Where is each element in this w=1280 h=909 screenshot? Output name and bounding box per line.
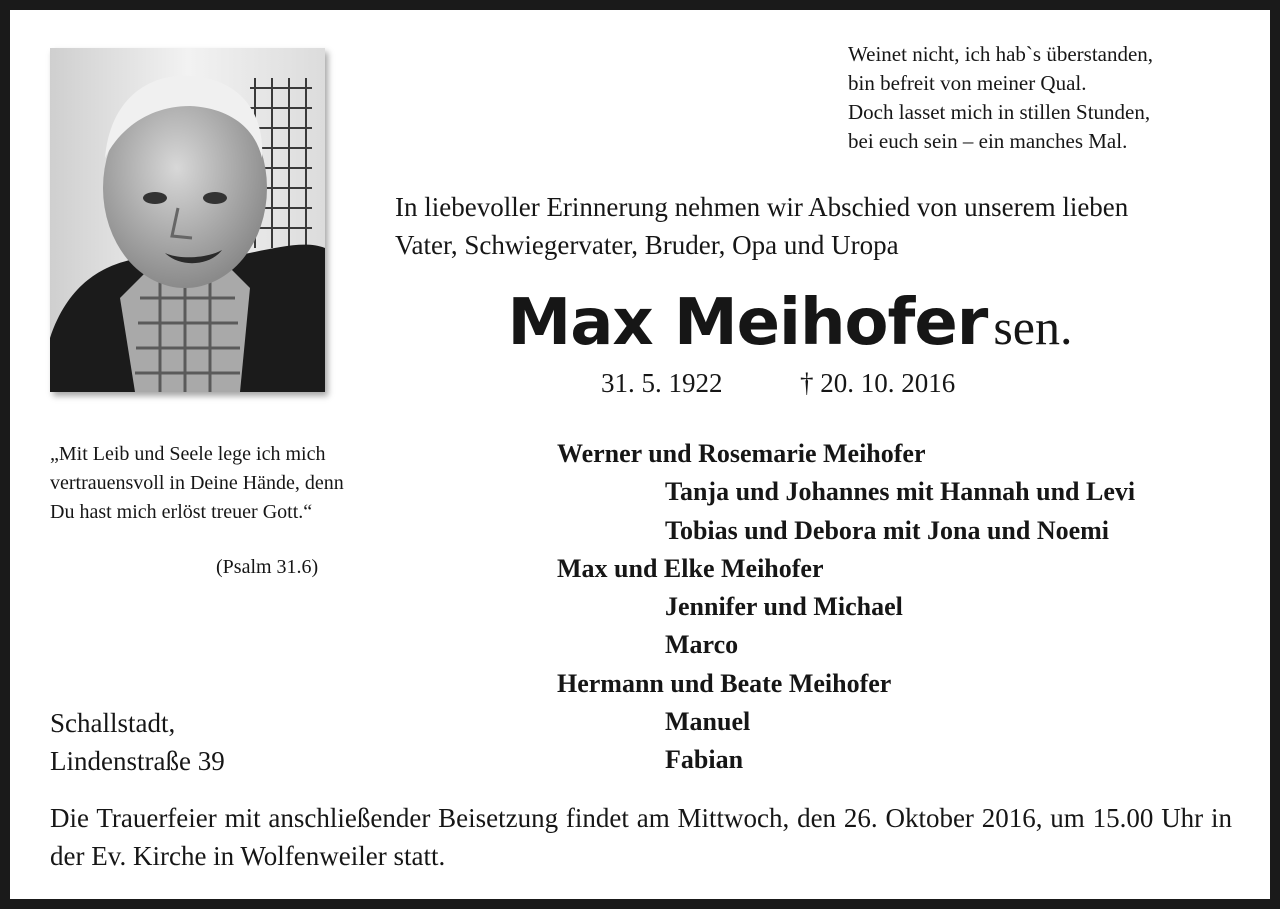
family-member: Tobias und Debora mit Jona und Noemi	[665, 515, 1110, 545]
deceased-name-suffix: sen.	[993, 299, 1073, 355]
family-member: Tanja und Johannes mit Hannah und Levi	[665, 477, 1136, 507]
intro-text	[395, 188, 1128, 264]
family-member: Fabian	[665, 745, 744, 775]
poem-line: bin befreit von meiner Qual.	[848, 71, 1087, 95]
family-member: Max und Elke Meihofer	[557, 553, 824, 583]
intro-line: In liebevoller Erinnerung nehmen wir Abschied von unserem lieben	[395, 192, 1129, 222]
poem-line: bei euch sein – ein manches Mal.	[848, 129, 1128, 153]
family-member: Werner und Rosemarie Meihofer	[557, 439, 926, 468]
family-member: Jennifer und Michael	[665, 592, 903, 622]
psalm-reference: (Psalm 31.6)	[216, 556, 319, 578]
psalm-quote: „Mit Leib und Seele lege ich mich vertrauensvoll in Deine Hände, denn Du hast mich erlöst treuer Gott.“	[50, 443, 344, 523]
deceased-name-main: Max Meihofer	[507, 286, 988, 360]
deceased-name	[10, 286, 1280, 360]
death-date: † 20. 10. 2016	[800, 368, 956, 398]
intro-line: Vater, Schwiegervater, Bruder, Opa und Uropa	[395, 230, 899, 260]
birth-date: 31. 5. 1922	[601, 368, 723, 398]
family-member: Marco	[665, 630, 739, 660]
address	[50, 704, 225, 780]
family-list	[557, 435, 1135, 780]
ceremony-notice: Die Trauerfeier mit anschließender Beisetzung findet am Mittwoch, den 26. Oktober 2016, um 15.00 Uhr in der Ev. Kirche in Wolfenweiler statt.	[50, 803, 1232, 871]
address-line: Schallstadt,	[50, 708, 176, 738]
family-member: Manuel	[665, 707, 751, 737]
poem-line: Doch lasset mich in stillen Stunden,	[848, 100, 1151, 124]
family-member: Hermann und Beate Meihofer	[557, 668, 892, 698]
obituary-card	[10, 10, 1270, 899]
poem	[848, 40, 1153, 156]
poem-line: Weinet nicht, ich hab`s überstanden,	[848, 42, 1154, 66]
address-line: Lindenstraße 39	[50, 746, 225, 776]
